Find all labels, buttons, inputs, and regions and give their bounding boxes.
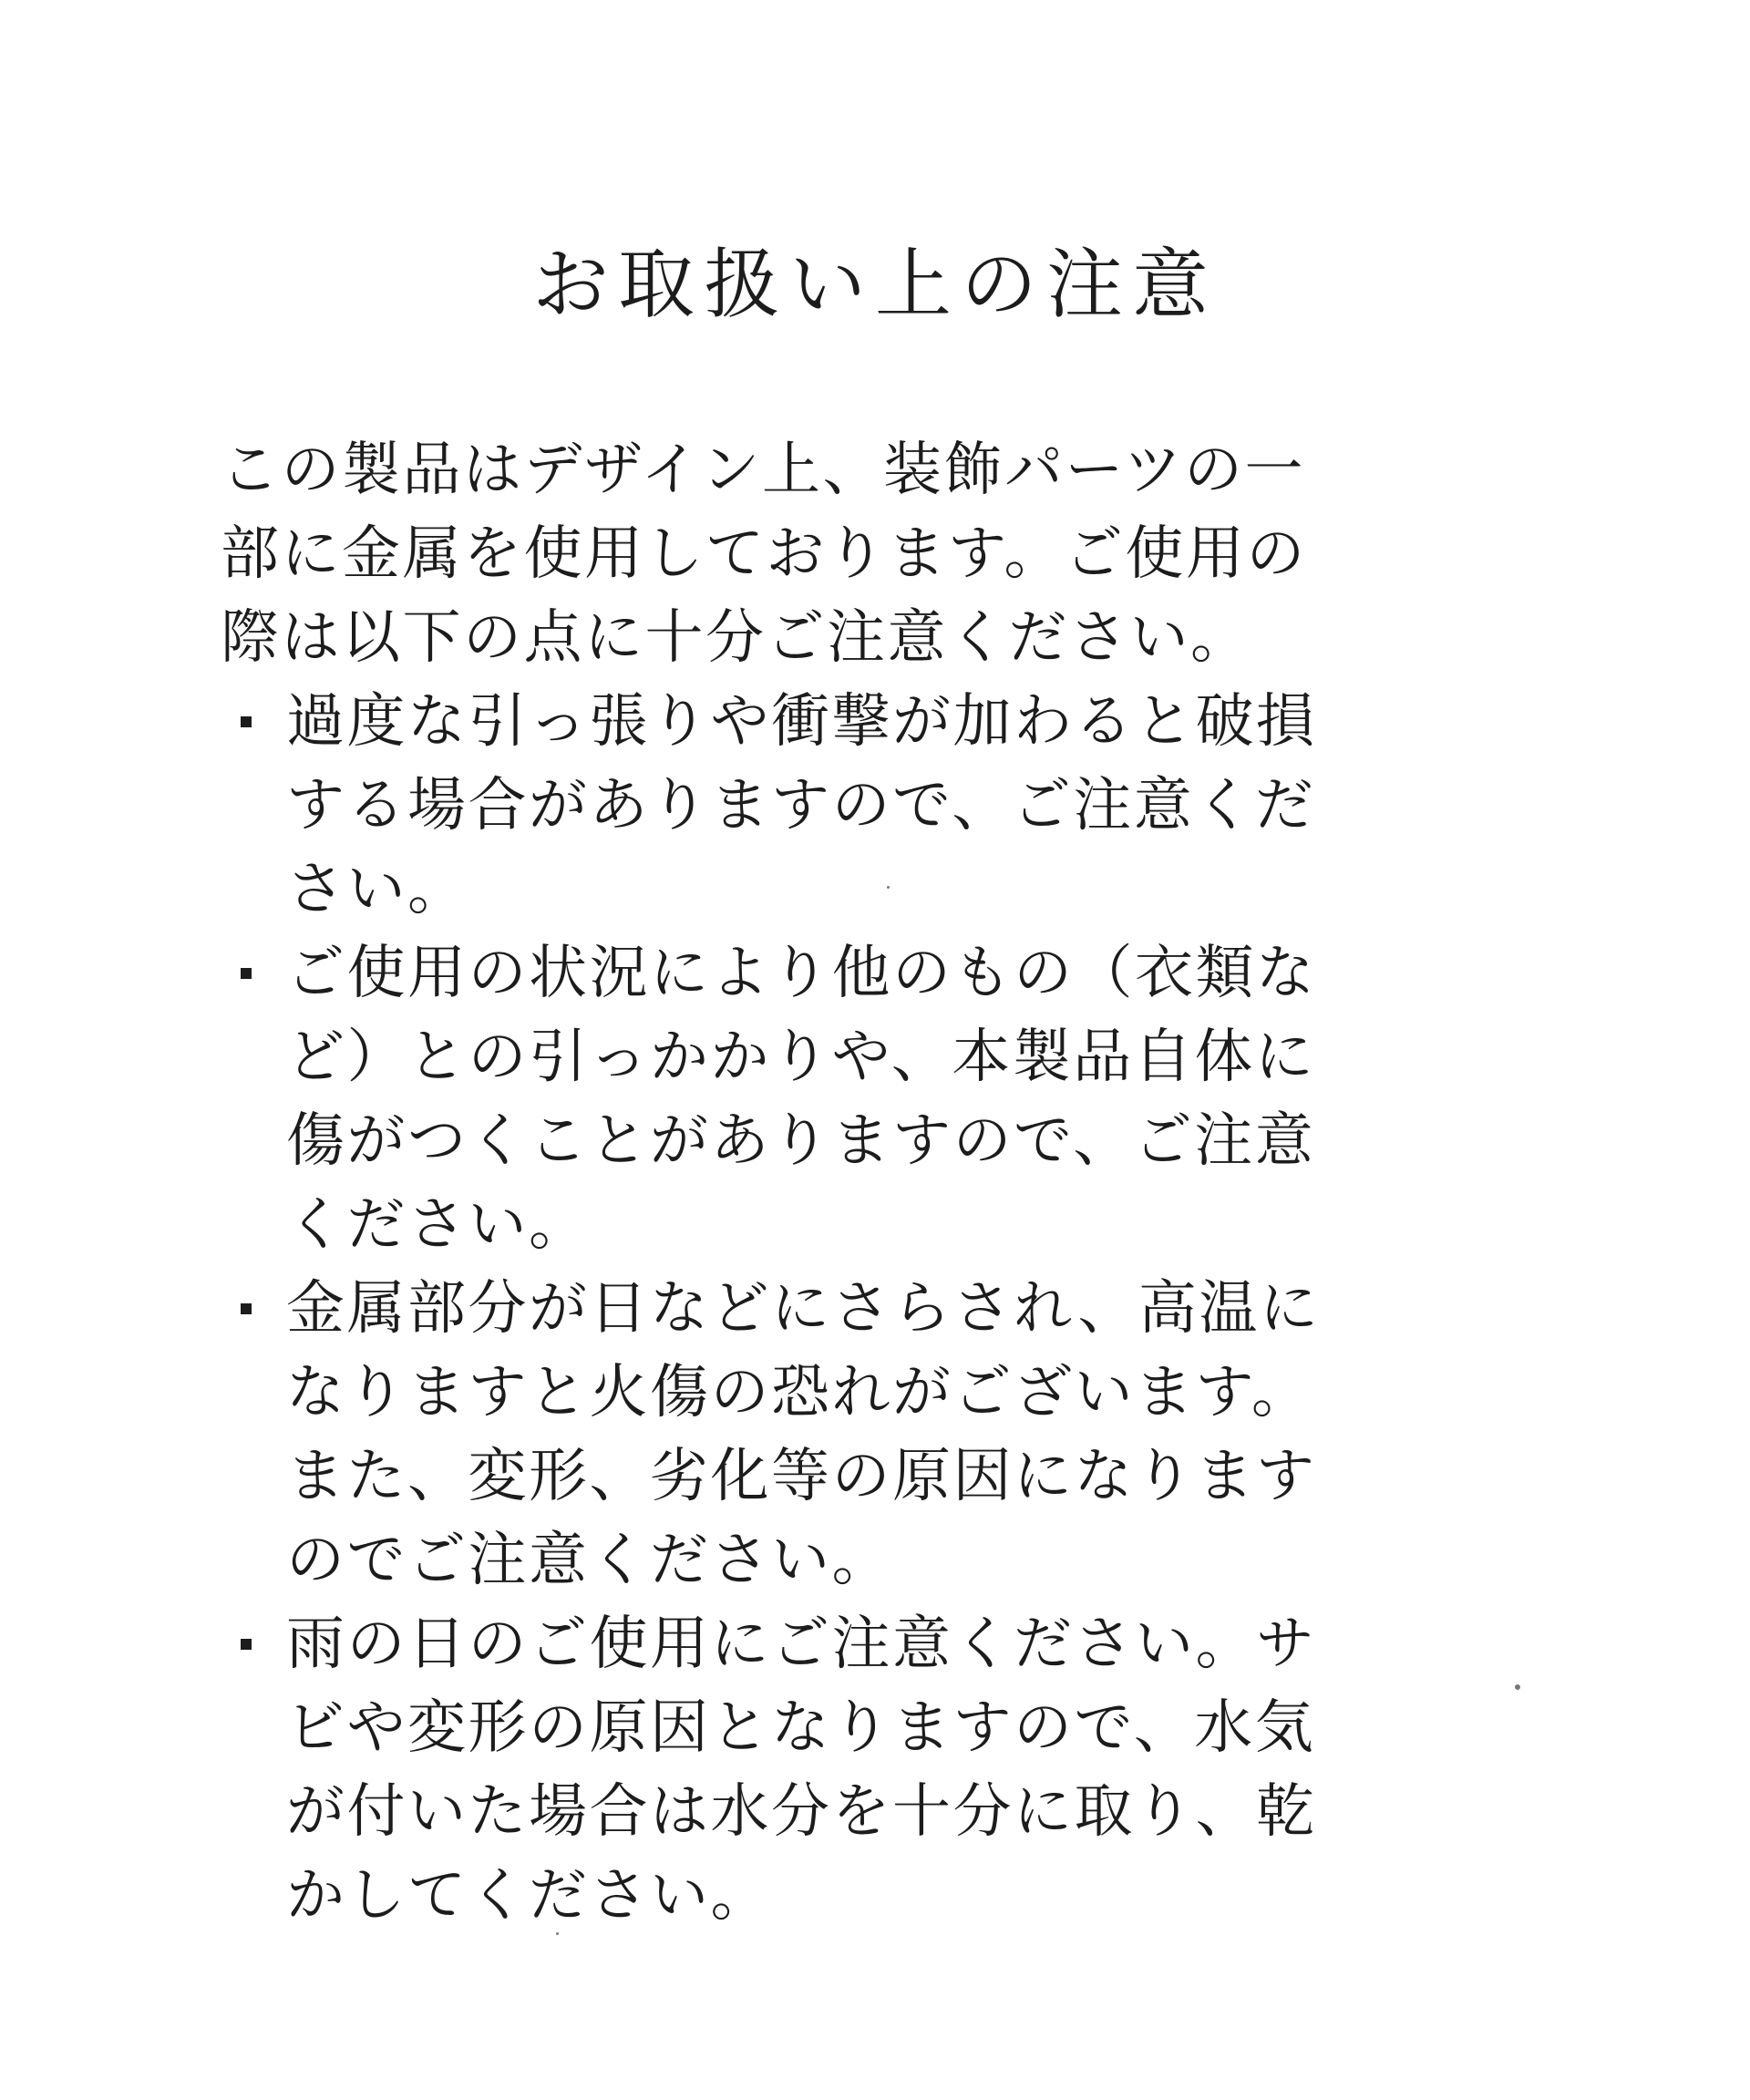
note-line: なりますと火傷の恐れがございます。 — [286, 1359, 1312, 1426]
bullet-dot-icon — [241, 716, 252, 727]
notice-body — [221, 428, 1478, 1938]
intro-line: 際は以下の点に十分ご注意ください。 — [221, 604, 1251, 672]
bullet-dot-icon — [241, 1303, 252, 1314]
intro-line: 部に金属を使用しております。ご使用の — [221, 520, 1307, 588]
scan-speck — [887, 886, 890, 889]
note-line: かしてください。 — [286, 1862, 771, 1930]
note-line: 雨の日のご使用にご注意ください。サ — [286, 1611, 1317, 1678]
bullet-dot-icon — [241, 1639, 252, 1650]
note-item-rain — [221, 1602, 1478, 1938]
note-line: ビや変形の原因となりますので、水気 — [286, 1694, 1316, 1762]
note-line: ください。 — [286, 1191, 590, 1259]
note-line: また、変形、劣化等の原因になります — [286, 1443, 1317, 1510]
note-line: 過度な引っ張りや衝撃が加わると破損 — [286, 688, 1317, 756]
note-line: ご使用の状況により他のもの（衣類な — [286, 940, 1317, 1007]
note-line: さい。 — [286, 856, 468, 923]
scan-speck — [556, 1932, 559, 1935]
note-item-heat — [221, 1267, 1478, 1602]
intro-paragraph — [221, 428, 1478, 680]
bullet-dot-icon — [241, 968, 252, 979]
note-line: 傷がつくことがありますので、ご注意 — [286, 1107, 1316, 1175]
note-line: が付いた場合は水分を十分に取り、乾 — [286, 1778, 1317, 1846]
note-line: ど）との引っかかりや、本製品自体に — [286, 1024, 1316, 1091]
note-item-breakage — [221, 680, 1478, 932]
note-line: のでご注意ください。 — [286, 1527, 892, 1594]
note-line: する場合がありますので、ご注意くだ — [286, 772, 1316, 839]
note-line: 金属部分が日などにさらされ、高温に — [286, 1275, 1321, 1343]
scan-speck — [1515, 1684, 1520, 1690]
intro-line: この製品はデザイン上、装飾パーツの一 — [221, 437, 1305, 504]
note-item-snagging — [221, 932, 1478, 1267]
notice-title: お取扱い上の注意 — [531, 240, 1218, 329]
